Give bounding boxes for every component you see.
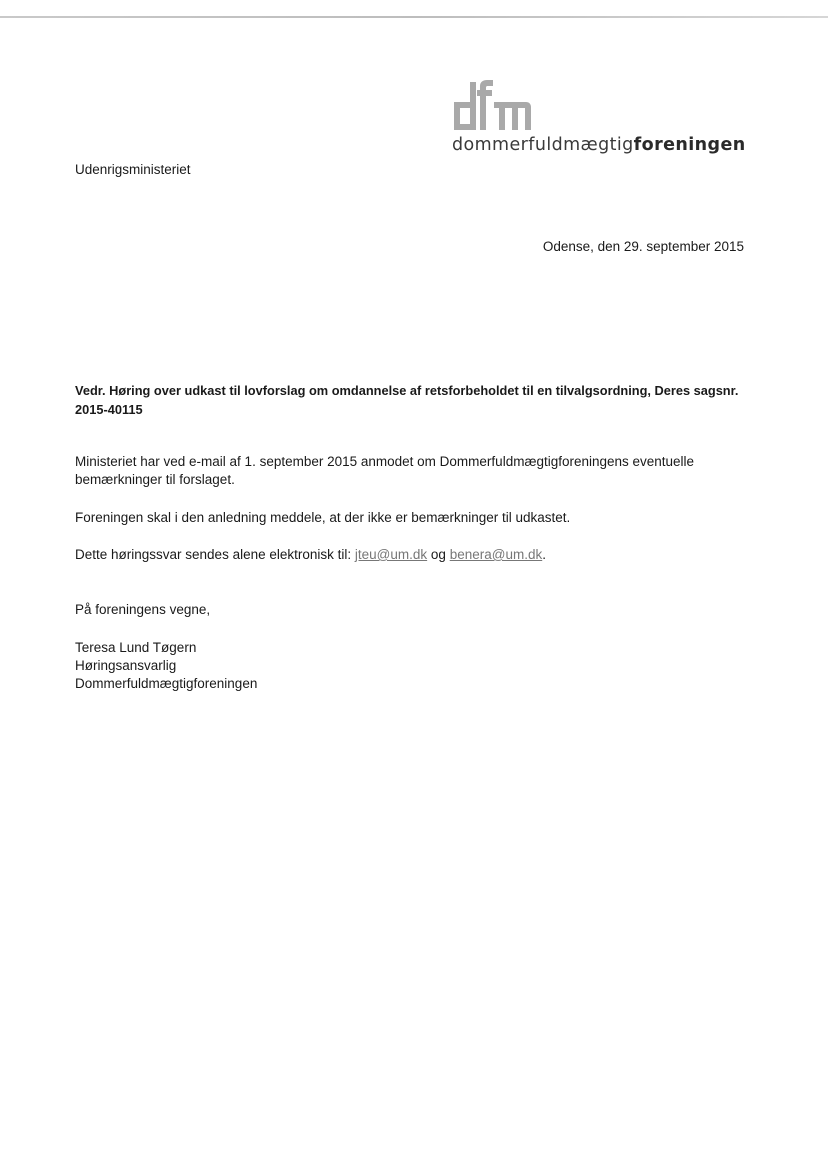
subject-line: Vedr. Høring over udkast til lovforslag om omdannelse af retsforbeholdet til en tilvalgsordning, Deres sagsnr. 2015-40115 [75, 383, 739, 417]
signer-name: Teresa Lund Tøgern [75, 640, 197, 655]
scan-edge-line [0, 16, 828, 18]
dfm-logo-mark [452, 80, 532, 132]
email-link-benera[interactable]: benera@um.dk [449, 547, 543, 562]
recipient: Udenrigsministeriet [75, 162, 191, 177]
paragraph-recipients [75, 546, 715, 564]
signer-organization: Dommerfuldmægtigforeningen [75, 676, 258, 691]
organization-name: dommerfuldmægtigforeningen [452, 135, 746, 155]
email-link-jteu[interactable]: jteu@um.dk [354, 547, 428, 562]
paragraph-response: Foreningen skal i den anledning meddele, at der ikke er bemærkninger til udkastet. [75, 510, 571, 525]
paragraph-request: Ministeriet har ved e-mail af 1. september 2015 anmodet om Dommerfuldmægtigforeningens eventuelle bemærkninger til forslaget. [75, 454, 695, 487]
letter-date: Odense, den 29. september 2015 [542, 239, 744, 254]
recipients-suffix: . [542, 547, 546, 562]
closing-line: På foreningens vegne, [75, 602, 211, 617]
organization-logo [452, 80, 746, 160]
signer-role: Høringsansvarlig [75, 658, 177, 673]
recipients-prefix: Dette høringssvar sendes alene elektronisk til: [75, 547, 352, 562]
signature-block [75, 639, 715, 693]
recipients-join: og [430, 547, 446, 562]
